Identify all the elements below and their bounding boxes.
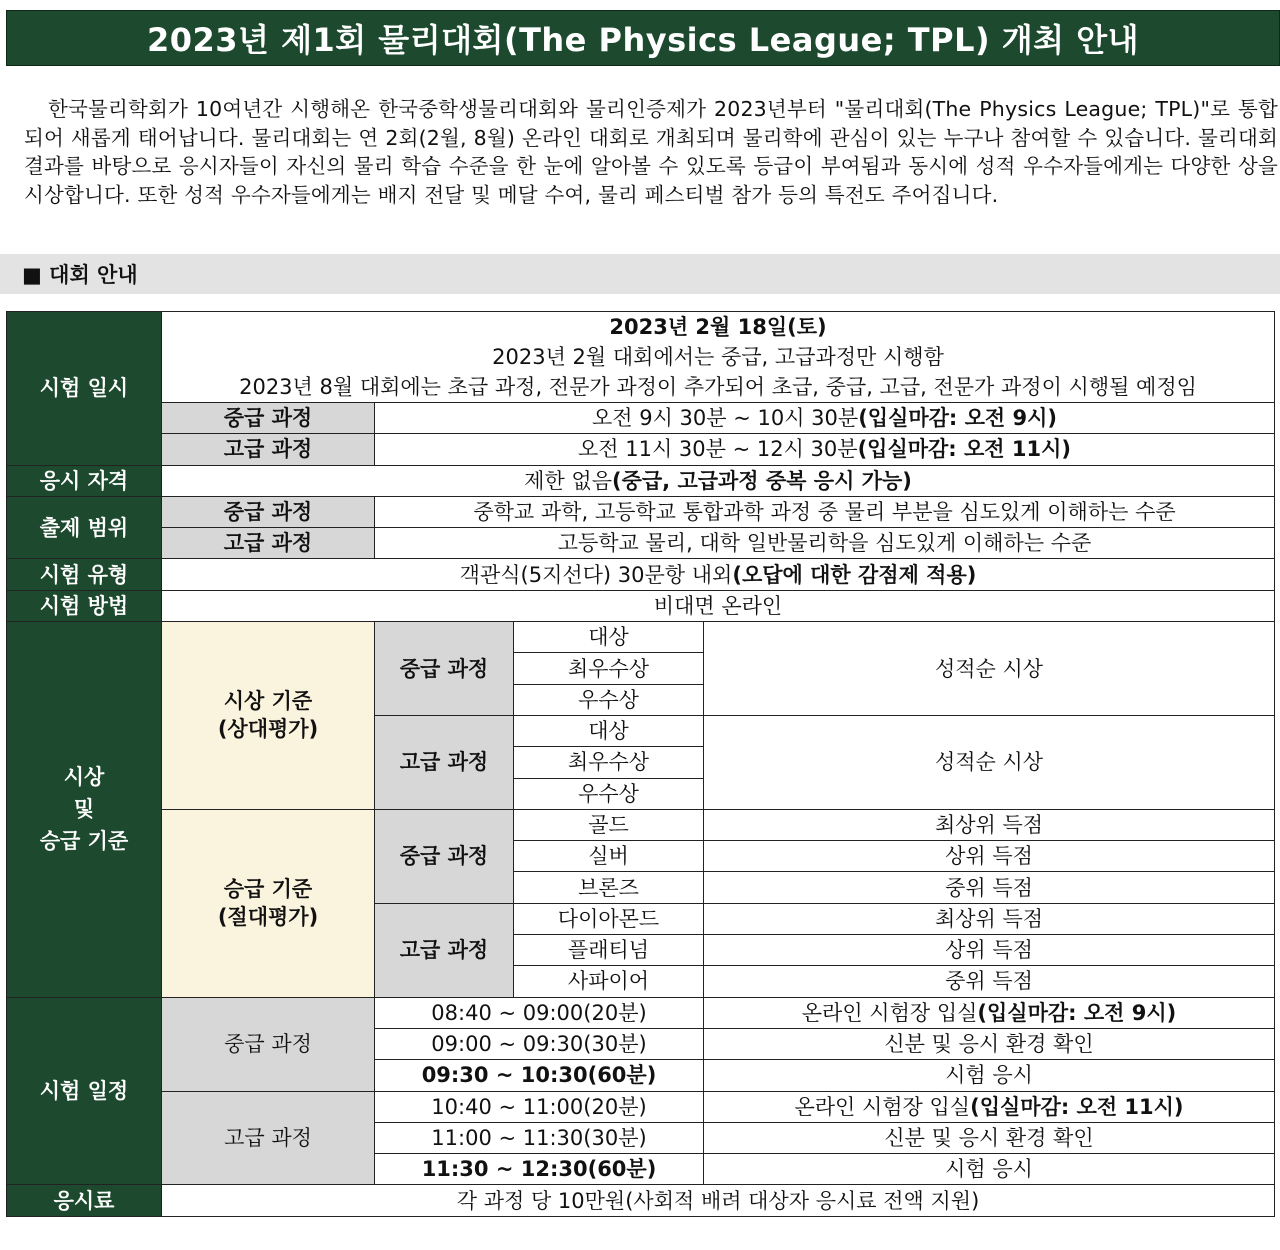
award-mid-name-2: 우수상 — [514, 684, 704, 715]
award-basis: 시상 기준 (상대평가) — [162, 622, 375, 810]
grade-mid-0: 골드 — [514, 809, 704, 840]
intro-paragraph: 한국물리학회가 10여년간 시행해온 한국중학생물리대회와 물리인증제가 2023년부터 "물리대회(The Physics League; TPL)"로 통합되어 새롭게 태어납니다. 물리대회는 연 2회(2월, 8월) 온라인 대회로 개최되며 물리학에 관심이 있는 누구나 참여할 수 있습니다. 물리대회 결과를 바탕으로 응시자들이 자신의 물리 학습 수준을 한 눈에 알아볼 수 있도록 등급이 부여됨과 동시에 성적 우수자들에게는 다양한 상을 시상합니다. 또한 성적 우수자들에게는 배지 전달 및 메달 수여, 물리 페스티벌 참가 등의 특전도 주어집니다. — [24, 97, 1278, 207]
award-high-label: 고급 과정 — [375, 715, 514, 809]
timetable-high-desc-2: 시험 응시 — [704, 1154, 1275, 1185]
scope-mid-label: 중급 과정 — [162, 496, 375, 527]
row-label-awards: 시상 및 승급 기준 — [7, 622, 162, 998]
timetable-high-time-2: 11:30 ~ 12:30(60분) — [375, 1154, 704, 1185]
timetable-high-desc-0: 온라인 시험장 입실(입실마감: 오전 11시) — [704, 1091, 1275, 1122]
scope-high-value: 고등학교 물리, 대학 일반물리학을 심도있게 이해하는 수준 — [375, 528, 1275, 559]
row-label-schedule: 시험 일시 — [7, 312, 162, 466]
grade-rule-high-0: 최상위 득점 — [704, 903, 1275, 934]
timetable-mid-time-2: 09:30 ~ 10:30(60분) — [375, 1060, 704, 1091]
award-mid-label: 중급 과정 — [375, 622, 514, 716]
method-value: 비대면 온라인 — [162, 590, 1275, 621]
title-bar — [6, 10, 1280, 66]
award-high-rule: 성적순 시상 — [704, 715, 1275, 809]
grade-rule-high-1: 상위 득점 — [704, 935, 1275, 966]
schedule-date-cell — [162, 312, 1275, 403]
row-label-eligibility: 응시 자격 — [7, 465, 162, 496]
grade-rule-mid-2: 중위 득점 — [704, 872, 1275, 903]
row-label-fee: 응시료 — [7, 1185, 162, 1216]
row-label-method: 시험 방법 — [7, 590, 162, 621]
grade-rule-high-2: 중위 득점 — [704, 966, 1275, 997]
info-table — [6, 311, 1275, 1217]
type-value: 객관식(5지선다) 30문항 내외(오답에 대한 감점제 적용) — [162, 559, 1275, 590]
grade-mid-2: 브론즈 — [514, 872, 704, 903]
timetable-mid-desc-2: 시험 응시 — [704, 1060, 1275, 1091]
row-label-timetable: 시험 일정 — [7, 997, 162, 1185]
eligibility-value: 제한 없음(중급, 고급과정 중복 응시 가능) — [162, 465, 1275, 496]
row-label-type: 시험 유형 — [7, 559, 162, 590]
award-high-name-1: 최우수상 — [514, 747, 704, 778]
timetable-mid-desc-0: 온라인 시험장 입실(입실마감: 오전 9시) — [704, 997, 1275, 1028]
promo-mid-label: 중급 과정 — [375, 809, 514, 903]
schedule-high-label: 고급 과정 — [162, 434, 375, 465]
award-mid-name-0: 대상 — [514, 622, 704, 653]
grade-rule-mid-0: 최상위 득점 — [704, 809, 1275, 840]
scope-high-label: 고급 과정 — [162, 528, 375, 559]
section-header — [0, 254, 1280, 294]
award-mid-rule: 성적순 시상 — [704, 622, 1275, 716]
timetable-mid-time-1: 09:00 ~ 09:30(30분) — [375, 1028, 704, 1059]
timetable-high-desc-1: 신분 및 응시 환경 확인 — [704, 1122, 1275, 1153]
schedule-mid-time: 오전 9시 30분 ~ 10시 30분(입실마감: 오전 9시) — [375, 403, 1275, 434]
award-high-name-0: 대상 — [514, 715, 704, 746]
page-title: 2023년 제1회 물리대회(The Physics League; TPL) 개최 안내 — [146, 21, 1140, 59]
timetable-high-label: 고급 과정 — [162, 1091, 375, 1185]
grade-high-1: 플래티넘 — [514, 935, 704, 966]
promotion-basis: 승급 기준 (절대평가) — [162, 809, 375, 997]
grade-high-2: 사파이어 — [514, 966, 704, 997]
schedule-high-time: 오전 11시 30분 ~ 12시 30분(입실마감: 오전 11시) — [375, 434, 1275, 465]
timetable-high-time-0: 10:40 ~ 11:00(20분) — [375, 1091, 704, 1122]
schedule-mid-label: 중급 과정 — [162, 403, 375, 434]
award-high-name-2: 우수상 — [514, 778, 704, 809]
timetable-mid-desc-1: 신분 및 응시 환경 확인 — [704, 1028, 1275, 1059]
promo-high-label: 고급 과정 — [375, 903, 514, 997]
schedule-note-2: 2023년 8월 대회에는 초급 과정, 전문가 과정이 추가되어 초급, 중급, 고급, 전문가 과정이 시행될 예정임 — [239, 375, 1197, 399]
fee-value: 각 과정 당 10만원(사회적 배려 대상자 응시료 전액 지원) — [162, 1185, 1275, 1216]
grade-high-0: 다이아몬드 — [514, 903, 704, 934]
award-mid-name-1: 최우수상 — [514, 653, 704, 684]
section-title: ■ 대회 안내 — [22, 263, 138, 287]
timetable-high-time-1: 11:00 ~ 11:30(30분) — [375, 1122, 704, 1153]
row-label-scope: 출제 범위 — [7, 496, 162, 559]
scope-mid-value: 중학교 과학, 고등학교 통합과학 과정 중 물리 부분을 심도있게 이해하는 수준 — [375, 496, 1275, 527]
schedule-note-1: 2023년 2월 대회에서는 중급, 고급과정만 시행함 — [492, 345, 944, 369]
grade-mid-1: 실버 — [514, 841, 704, 872]
grade-rule-mid-1: 상위 득점 — [704, 841, 1275, 872]
timetable-mid-time-0: 08:40 ~ 09:00(20분) — [375, 997, 704, 1028]
schedule-date: 2023년 2월 18일(토) — [609, 315, 827, 339]
timetable-mid-label: 중급 과정 — [162, 997, 375, 1091]
